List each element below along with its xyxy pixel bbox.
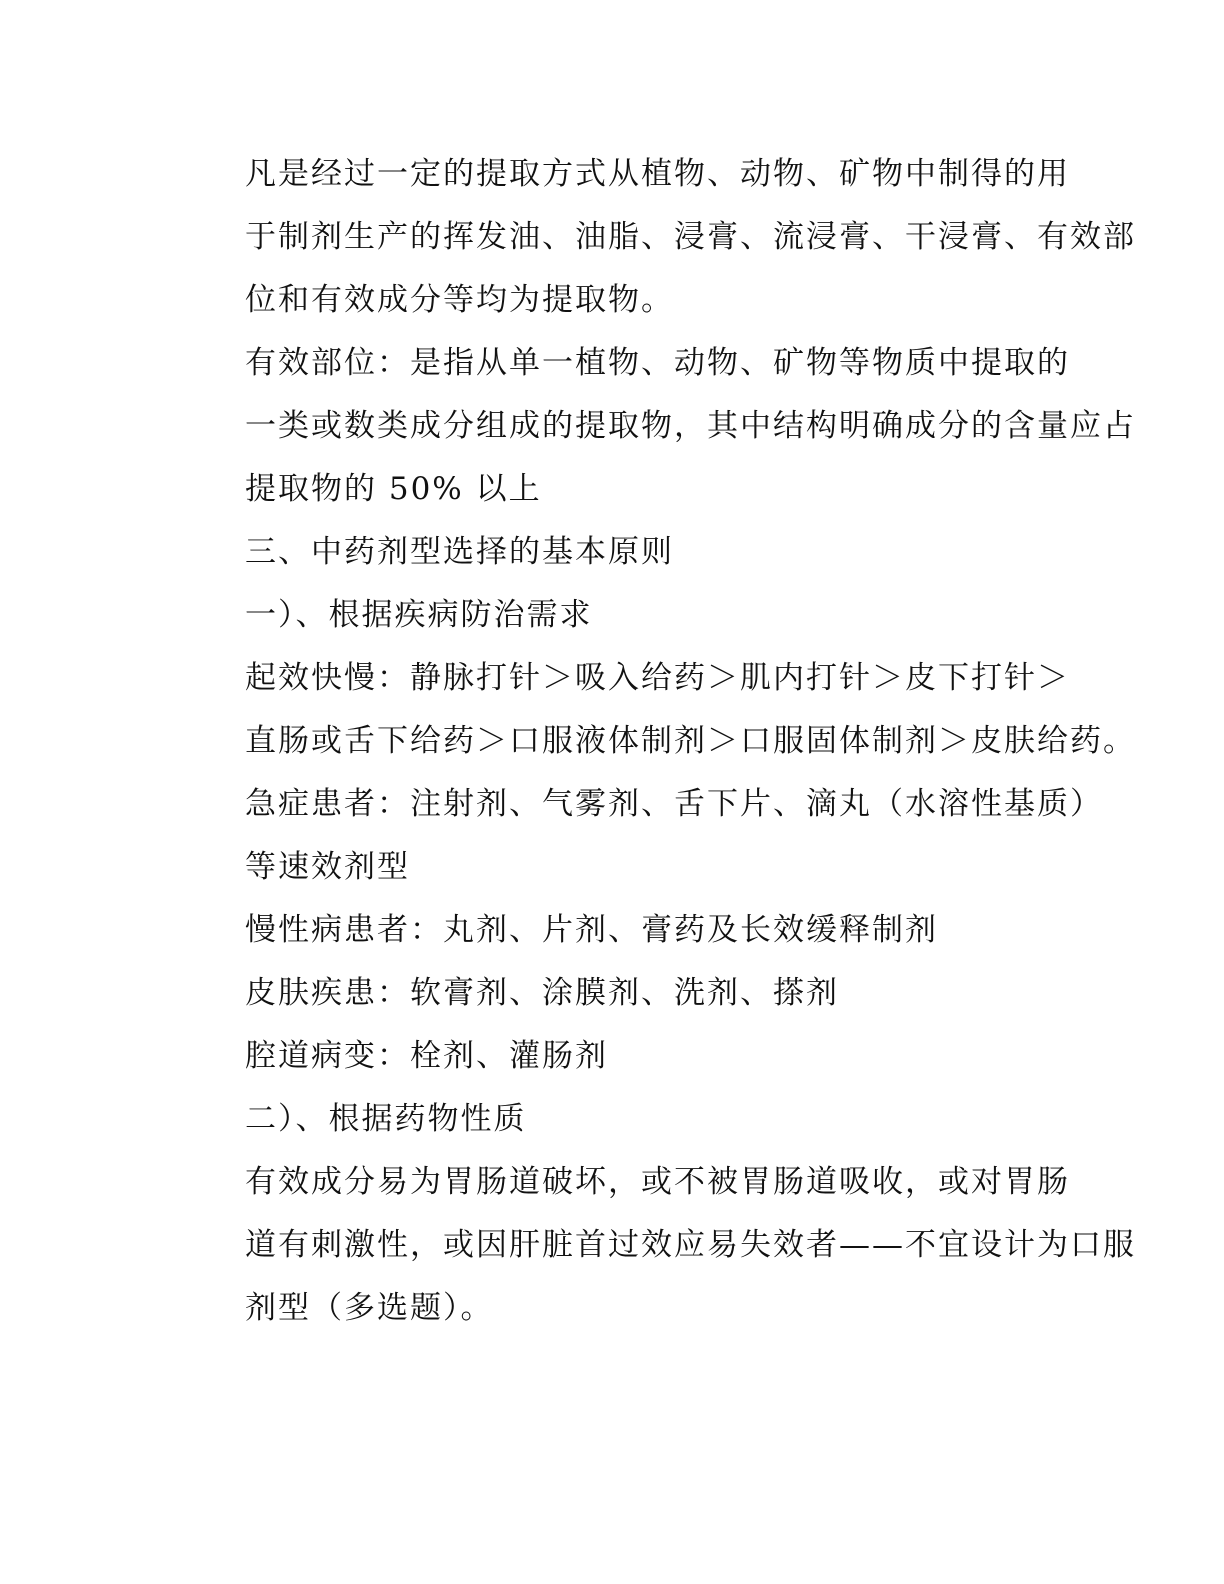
text-line: 凡是经过一定的提取方式从植物、动物、矿物中制得的用: [245, 156, 1070, 192]
paragraph-extract-definition: [181, 143, 1136, 332]
text-line: 剂型（多选题）。: [245, 1290, 494, 1326]
paragraph-chronic-patients: [181, 899, 1051, 962]
paragraph-emergency-patients: [181, 773, 1103, 899]
text-line: 一）、根据疾病防治需求: [245, 597, 593, 633]
paragraph-onset-speed: [181, 647, 1136, 773]
section-heading-dosage-principles: [181, 521, 1051, 584]
text-line: 皮肤疾患：软膏剂、涂膜剂、洗剂、搽剂: [245, 975, 839, 1011]
text-line: 有效成分易为胃肠道破坏，或不被胃肠道吸收，或对胃肠: [245, 1164, 1070, 1200]
text-line: 腔道病变：栓剂、灌肠剂: [245, 1038, 608, 1074]
text-line: 一类或数类成分组成的提取物，其中结构明确成分的含量应占: [245, 408, 1136, 444]
subsection-heading-disease-needs: [181, 584, 1051, 647]
text-line: 道有刺激性，或因肝脏首过效应易失效者——不宜设计为口服: [245, 1227, 1136, 1263]
paragraph-effective-part: [181, 332, 1136, 521]
text-line: 二）、根据药物性质: [245, 1101, 527, 1137]
paragraph-cavity-lesions: [181, 1025, 1051, 1088]
document-body: [181, 143, 1136, 1340]
text-line: 提取物的 50% 以上: [245, 471, 542, 507]
text-line: 位和有效成分等均为提取物。: [245, 282, 674, 318]
text-line: 三、中药剂型选择的基本原则: [245, 534, 674, 570]
text-line: 直肠或舌下给药＞口服液体制剂＞口服固体制剂＞皮肤给药。: [245, 723, 1136, 759]
text-line: 于制剂生产的挥发油、油脂、浸膏、流浸膏、干浸膏、有效部: [245, 219, 1136, 255]
paragraph-skin-conditions: [181, 962, 1051, 1025]
text-line: 有效部位：是指从单一植物、动物、矿物等物质中提取的: [245, 345, 1070, 381]
subsection-heading-drug-properties: [181, 1088, 1051, 1151]
text-line: 等速效剂型: [245, 849, 410, 885]
text-line: 急症患者：注射剂、气雾剂、舌下片、滴丸（水溶性基质）: [245, 786, 1103, 822]
text-line: 起效快慢：静脉打针＞吸入给药＞肌内打针＞皮下打针＞: [245, 660, 1070, 696]
text-line: 慢性病患者：丸剂、片剂、膏药及长效缓释制剂: [245, 912, 938, 948]
paragraph-oral-unsuitable: [181, 1151, 1136, 1340]
